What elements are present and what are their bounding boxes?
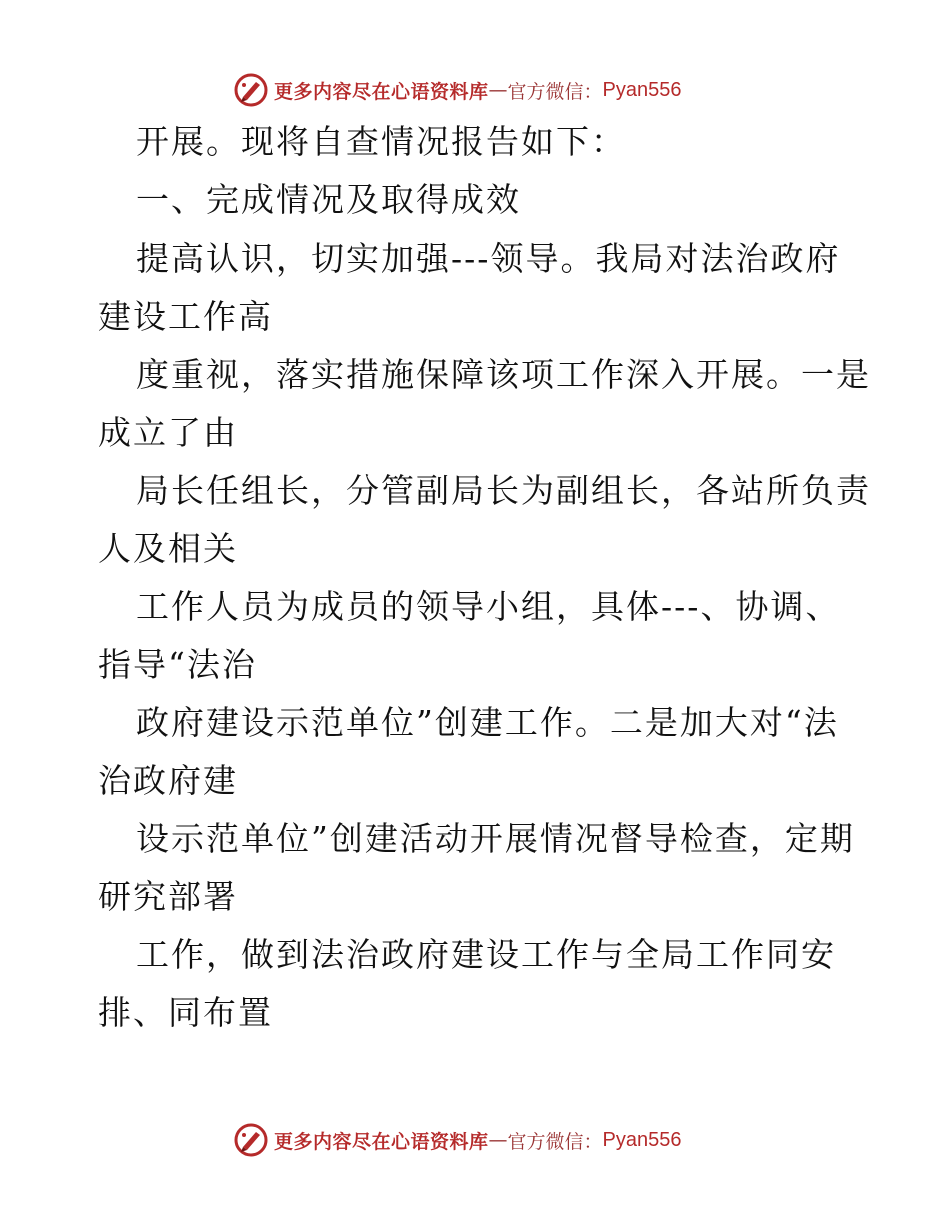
body-line: 成立了由 (98, 413, 238, 452)
header-sep: — (488, 79, 508, 101)
section-heading: 一、完成情况及取得成效 (136, 180, 521, 219)
body-line: 政府建设示范单位”创建工作。二是加大对“法 (136, 703, 839, 742)
body-line: 治政府建 (98, 761, 238, 800)
body-line: 工作，做到法治政府建设工作与全局工作同安 (136, 935, 836, 974)
header-wechat-label: 官方微信： (507, 80, 603, 103)
body-line: 度重视，落实措施保障该项工作深入开展。一是 (136, 355, 871, 394)
body-line: 排、同布置 (98, 993, 273, 1032)
body-line: 局长任组长，分管副局长为副组长，各站所负责 (136, 471, 871, 510)
pen-logo-icon (234, 73, 268, 107)
body-line: 设示范单位”创建活动开展情况督导检查，定期 (136, 819, 855, 858)
body-line: 开展。现将自查情况报告如下： (136, 122, 626, 161)
body-line: 研究部署 (98, 877, 238, 916)
pen-logo-icon (234, 1123, 268, 1157)
footer-wechat-label: 官方微信： (507, 1130, 603, 1153)
body-line: 提高认识，切实加强---领导。我局对法治政府 (136, 239, 841, 278)
body-line: 工作人员为成员的领导小组，具体---、协调、 (136, 587, 841, 626)
footer-brand: 更多内容尽在心语资料库 (274, 1130, 489, 1153)
footer-banner (0, 1120, 950, 1160)
header-wechat-id: Pyan556 (602, 78, 682, 101)
header-banner (0, 70, 950, 110)
body-line: 建设工作高 (98, 297, 273, 336)
footer-wechat-id: Pyan556 (602, 1128, 682, 1151)
footer-sep: — (488, 1129, 508, 1151)
body-line: 指导“法治 (98, 645, 257, 684)
body-line: 人及相关 (98, 529, 238, 568)
header-brand: 更多内容尽在心语资料库 (274, 80, 489, 103)
